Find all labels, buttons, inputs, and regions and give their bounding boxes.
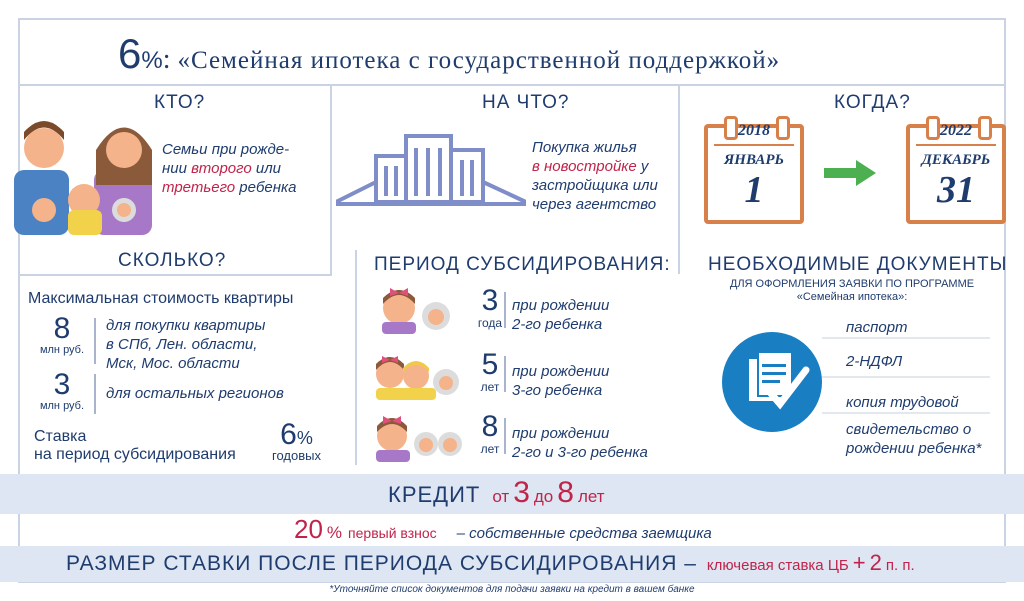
after-rate: РАЗМЕР СТАВКИ ПОСЛЕ ПЕРИОДА СУБСИДИРОВАНИЯ – ключевая ставка ЦБ + 2 п. п.: [66, 550, 915, 575]
down-payment: 20 % первый взнос – собственные средства заемщика: [294, 514, 712, 544]
divider: [504, 418, 506, 454]
divider: [504, 356, 506, 392]
divider: [504, 292, 506, 328]
doc-item: 2-НДФЛ: [846, 353, 903, 370]
divider: [330, 84, 332, 274]
divider: [94, 374, 96, 414]
family-illustration: [14, 110, 154, 235]
price-spb: 8 млн руб.: [39, 312, 85, 356]
period-row-illustration: [370, 410, 462, 467]
who-text: Семьи при рожде- нии второго или третьего ребенка: [162, 141, 297, 196]
period-row-illustration: [370, 350, 462, 405]
period-row: 3 года: [477, 284, 503, 330]
period-row-text: при рождении 3-го ребенка: [512, 363, 610, 399]
period-row-text: при рождении 2-го ребенка: [512, 297, 610, 333]
doc-item: паспорт: [846, 319, 908, 336]
page-title: 6%: «Семейная ипотека с государственной поддержкой»: [118, 30, 781, 77]
docs-subtitle: ДЛЯ ОФОРМЛЕНИЯ ЗАЯВКИ ПО ПРОГРАММЕ «Семейная ипотека»:: [729, 278, 975, 303]
documents-icon: [718, 330, 828, 439]
credit-term: КРЕДИТ от 3 до 8 лет: [388, 476, 605, 509]
period-heading: ПЕРИОД СУБСИДИРОВАНИЯ:: [374, 254, 671, 275]
rate-value: 6% годовых: [272, 418, 321, 463]
divider: [94, 318, 96, 364]
docs-heading: НЕОБХОДИМЫЕ ДОКУМЕНТЫ: [708, 254, 1008, 275]
price-regions: 3 млн руб.: [39, 368, 85, 412]
divider: [355, 250, 357, 465]
howmuch-heading: СКОЛЬКО?: [112, 250, 232, 272]
who-heading: КТО?: [148, 92, 211, 114]
doc-item: копия трудовой: [846, 394, 959, 411]
when-heading: КОГДА?: [828, 92, 917, 114]
footnote: *Уточняйте список документов для подачи заявки на кредит в вашем банке: [329, 584, 695, 595]
period-row: 5 лет: [480, 348, 500, 394]
divider: [18, 84, 1006, 86]
price-spb-text: для покупки квартиры в СПб, Лен. области, Мск, Мос. области: [106, 317, 266, 372]
period-row-illustration: [374, 284, 464, 339]
calendar-end: 2022 ДЕКАБРЬ 31: [906, 124, 1006, 224]
what-text: Покупка жилья в новостройке у застройщика или через агентство: [532, 139, 658, 213]
divider: [822, 337, 990, 339]
price-regions-text: для остальных регионов: [106, 385, 284, 402]
period-row-text: при рождении 2-го и 3-го ребенка: [512, 425, 648, 461]
max-price-label: Максимальная стоимость квартиры: [28, 290, 294, 307]
divider: [18, 274, 332, 276]
period-row: 8 лет: [480, 410, 500, 456]
building-illustration: [336, 126, 526, 208]
what-heading: НА ЧТО?: [476, 92, 575, 114]
calendar-start: 2018 ЯНВАРЬ 1: [704, 124, 804, 224]
arrow-right-icon: [824, 160, 876, 191]
divider: [822, 412, 990, 414]
divider: [822, 376, 990, 378]
doc-item: свидетельство о рождении ребенка*: [846, 421, 982, 457]
rate-label: Ставка на период субсидирования: [34, 428, 236, 463]
